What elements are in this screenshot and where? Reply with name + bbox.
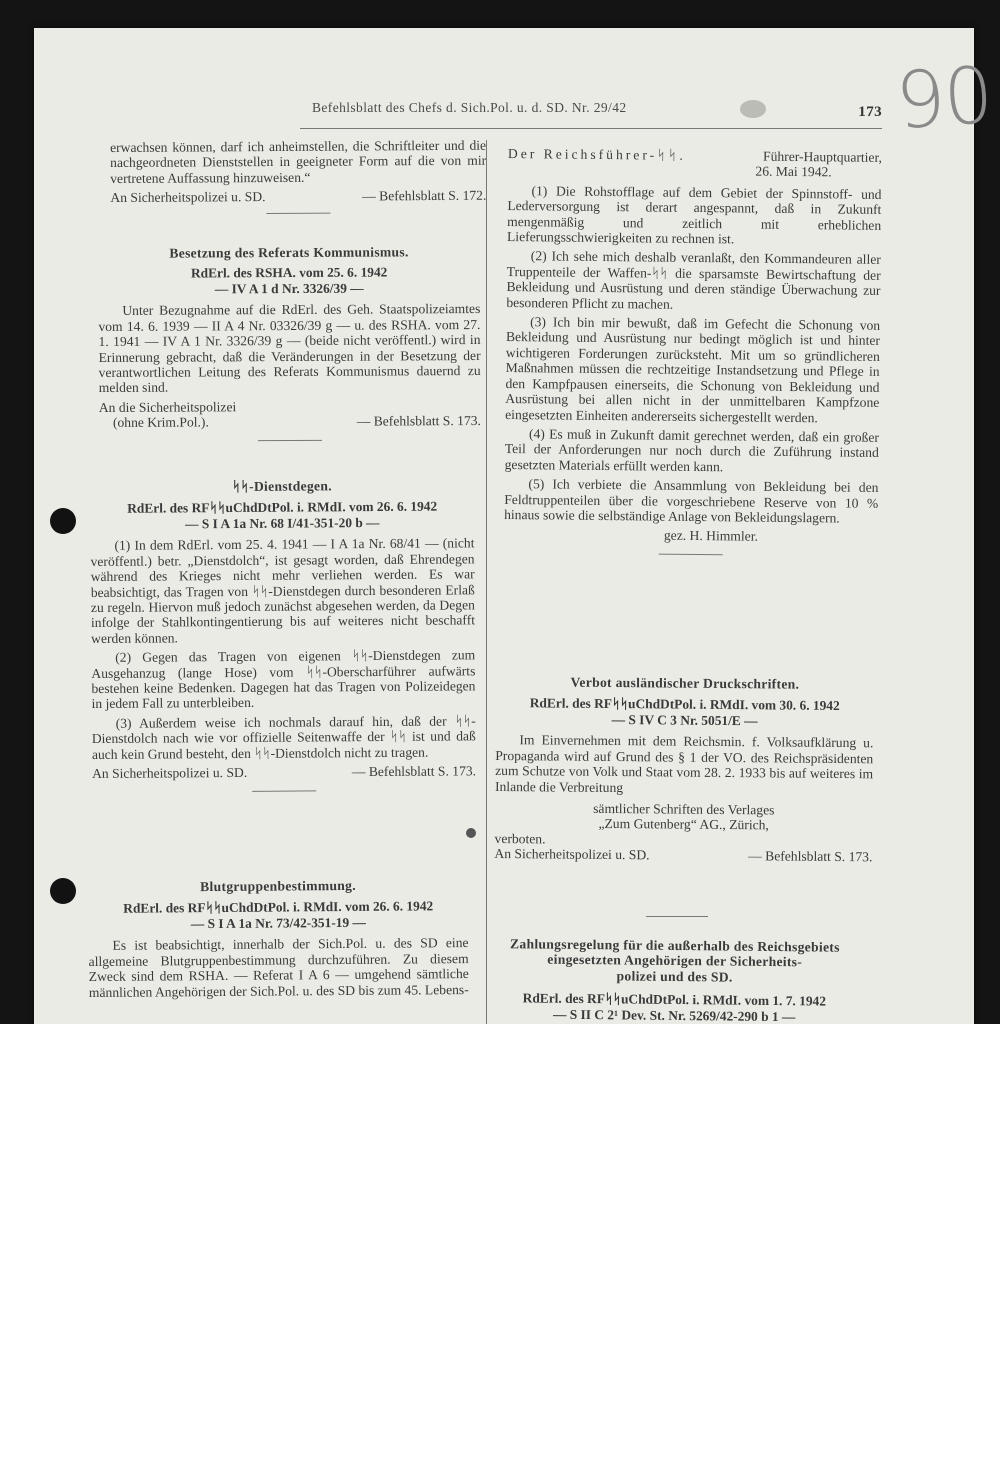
banned-item-2: „Zum Gutenberg“ AG., Zürich, — [598, 816, 769, 833]
banned-item-1: sämtlicher Schriften des Verlages — [593, 800, 775, 818]
section-zahlungsregelung — [485, 936, 864, 1024]
header-rule — [300, 128, 882, 129]
distribution-line — [99, 413, 481, 430]
paragraph-4: (4) Es muß in Zukunft damit gerechnet werden, daß ein großer Teil der Anforderungen nur noch durch die Zuführung instand gesetzten Materials erfüllt werden kann. — [504, 426, 880, 474]
decree-reference: RdErl. des RFᛋᛋuChdDtPol. i. RMdI. vom 30. 6. 1942 — [529, 695, 840, 714]
decree-reference: RdErl. des RFᛋᛋuChdDtPol. i. RMdI. vom 1. 7. 1942 — [522, 990, 827, 1009]
running-header — [312, 100, 882, 122]
distribution-reference: — Befehlsblatt S. 173. — [748, 848, 873, 865]
decree-number: — S I A 1a Nr. 68 I/41-351-20 b — — [185, 514, 380, 532]
section-himmler-order — [504, 146, 882, 557]
distribution-recipient: An Sicherheitspolizei u. SD. — [494, 846, 650, 863]
section-heading: ᛋᛋ-Dienstdegen. — [232, 478, 332, 495]
distribution-reference: — Befehlsblatt S. 172. — [362, 187, 487, 204]
ink-dot — [466, 828, 476, 838]
section-body: Im Einvernehmen mit dem Reichsmin. f. Volksaufklärung u. Propaganda wird auf Grund des § 1 der VO. des Reichspräsidenten zum Schutze von Volk und Staat vom 28. 2. 1933 bis auf weiteres im Inlande die Verbreitung — [494, 732, 874, 795]
decree-reference: RdErl. des RSHA. vom 25. 6. 1942 — [190, 264, 388, 281]
blank-area — [0, 1024, 1000, 1474]
paragraph-1: (1) In dem RdErl. vom 25. 4. 1941 — I A 1a Nr. 68/41 — (nicht veröffentl.) betr. „Dienstdolch“, ist gesagt worden, daß Ehrendegen während des Krieges nicht mehr verliehen werden. Es war beabsichtigt, das Tragen von ᛋᛋ-Dienstdegen durch besonderen Erlaß zu regeln. Hiervon muß jedoch zunächst abgesehen werden, da Degen infolge der Stahlkontingentierung bis auf weiteres nicht beschafft werden können. — [90, 535, 476, 646]
decree-number: — S II C 2¹ Dev. St. Nr. 5269/42-290 b 1 — — [552, 1006, 796, 1024]
ban-conclusion: verboten. — [494, 830, 546, 847]
page-number: 173 — [858, 104, 882, 120]
column-divider — [486, 140, 487, 1024]
section-dienstdegen — [90, 477, 476, 792]
section-heading: Verbot ausländischer Druckschriften. — [570, 674, 800, 692]
paragraph-5: (5) Ich verbiete die Ansammlung von Bekleidung bei den Feldtruppenteilen über die vorgeschriebene Reserve von 10 % hinaus sowie die selbständige Anlage von Bekleidungslagern. — [504, 476, 879, 526]
distribution-recipient: An Sicherheitspolizei u. SD. — [110, 189, 266, 206]
paragraph-3: (3) Ich bin mir bewußt, daß im Gefecht die Schonung von Bekleidung und Ausrüstung nur bedingt möglich ist und hinter wichtigeren Forderungen zurücksteht. Mit um so gründlicheren Maßnahmen müssen die rechtzeitige Instandsetzung und Pflege in den Kampfpausen einerseits, die Schonung von Bekleidung und Ausrüstung bei allen nicht in der unmittelbaren Kampfzone eingesetzten Einheiten andererseits sichergestellt werden. — [505, 314, 881, 425]
paragraph-1: (1) Die Rohstofflage auf dem Gebiet der Spinnstoff- und Lederversorgung ist derart angespannt, daß in Zukunft mengenmäßig und zeitlich mit erheblichen Lieferungsschwierigkeiten zu rechnen ist. — [506, 183, 882, 247]
distribution-recipient: An die Sicherheitspolizei — [98, 399, 237, 415]
signature: gez. H. Himmler. — [663, 527, 759, 544]
section-heading: Besetzung des Referats Kommunismus. — [169, 244, 409, 261]
section-heading-continued: polizei und des SD. — [616, 968, 733, 985]
distribution-recipient-note: (ohne Krim.Pol.). — [112, 414, 209, 431]
decree-reference: RdErl. des RFᛋᛋuChdDtPol. i. RMdI. vom 26. 6. 1942 — [127, 498, 438, 517]
distribution-reference: — Befehlsblatt S. 173. — [351, 763, 477, 780]
section-body: Unter Bezugnahme auf die RdErl. des Geh. Staatspolizeiamtes vom 14. 6. 1939 — II A 4 Nr. 03326/39 g — u. des RSHA. vom 27. 1. 1941 — IV A 1 Nr. 3326/39 g — (beide nicht veröffentl.) wird in Erinnerung gebracht, daß die Veränderungen in der Besetzung der verantwortlichen Leitung des Referats Kommunismus dauernd zu melden sind. — [98, 301, 481, 396]
section-body: Es ist beabsichtigt, innerhalb der Sich.Pol. u. des SD eine allgemeine Blutgruppenbestimmung durchzuführen. Zu diesem Zweck sind dem RSHA. — Referat I A 6 — umgehend sämtliche männlichen Angehörigen der Sich.Pol. u. des SD bis zum 45. Lebens- — [88, 935, 469, 1000]
distribution-line — [110, 188, 486, 206]
distribution-line — [92, 763, 476, 781]
decree-number: — IV A 1 d Nr. 3326/39 — — [214, 280, 364, 297]
section-heading: Zahlungsregelung für die außerhalb des Reichsgebiets eingesetzten Angehörigen der Sicherheits- — [509, 936, 840, 970]
distribution-recipient: An Sicherheitspolizei u. SD. — [91, 765, 248, 782]
section-rule — [646, 916, 708, 917]
paragraph-3: (3) Außerdem weise ich nochmals darauf hin, daß der ᛋᛋ-Dienstdolch nach wie vor offizielle Seitenwaffe der ᛋᛋ ist und daß auch kein Grund besteht, den ᛋᛋ-Dienstdolch nicht zu tragen. — [91, 713, 476, 762]
distribution-reference: — Befehlsblatt S. 173. — [356, 413, 481, 429]
paragraph-2: (2) Ich sehe mich deshalb veranlaßt, den Kommandeuren aller Truppenteile der Waffen-ᛋᛋ die sparsamste Bewirtschaftung der Bekleidung und Ausrüstung und deren ständige Überwachung zur besonderen Pflicht zu machen. — [506, 248, 881, 312]
order-date: 26. Mai 1942. — [755, 163, 832, 180]
section-verbot — [494, 674, 874, 865]
paragraph-2: (2) Gegen das Tragen von eigenen ᛋᛋ-Dienstdegen zum Ausgehanzug (lange Hose) vom ᛋᛋ-Oberscharführer aufwärts bestehen keine Bedenken. Dagegen hat das Tragen von Polizeidegen in jedem Fall zu unterbleiben. — [91, 647, 476, 712]
continuation-text: erwachsen können, darf ich anheimstellen, die Schriftleiter und die nachgeordneten Dienststellen in geeigneter Form auf die von mir vertretene Auffassung hinzuweisen.“ — [110, 137, 487, 186]
section-blutgruppe — [88, 877, 469, 1000]
order-place: Führer-Hauptquartier, — [762, 148, 882, 165]
left-continuation — [110, 138, 486, 215]
decree-reference: RdErl. des RFᛋᛋuChdDtPol. i. RMdI. vom 26. 6. 1942 — [123, 898, 434, 917]
section-heading: Blutgruppenbestimmung. — [200, 877, 357, 895]
section-kommunismus — [98, 244, 481, 442]
decree-number: — S I A 1a Nr. 73/42-351-19 — — [190, 914, 366, 932]
decree-number: — S IV C 3 Nr. 5051/E — — [611, 711, 758, 729]
handwritten-page-number: 90 — [892, 50, 995, 148]
distribution-line — [494, 846, 872, 865]
punch-hole — [50, 878, 76, 904]
punch-hole — [50, 508, 76, 534]
header-title: Befehlsblatt des Chefs d. Sich.Pol. u. d. SD. Nr. 29/42 — [312, 100, 627, 115]
order-sender: Der Reichsführer-ᛋᛋ. — [507, 146, 686, 163]
